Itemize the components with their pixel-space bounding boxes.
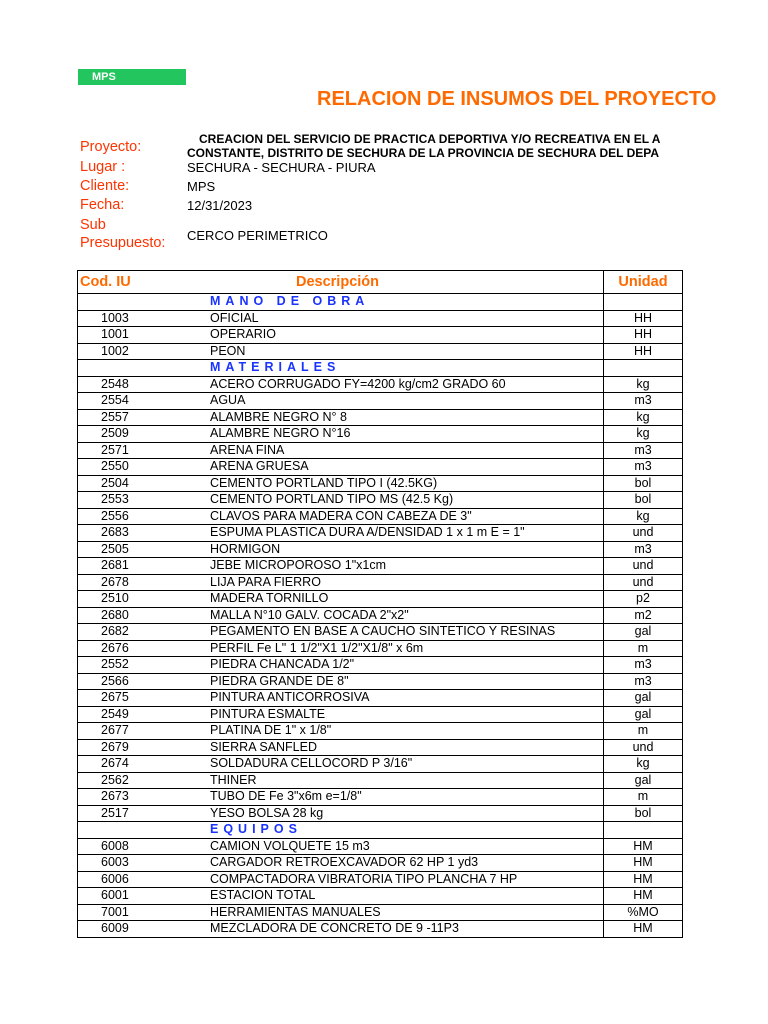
table-row bbox=[78, 838, 683, 855]
item-code: 2677 bbox=[78, 723, 189, 740]
table-row bbox=[78, 343, 683, 360]
item-description: YESO BOLSA 28 kg bbox=[188, 805, 604, 822]
item-description: SOLDADURA CELLOCORD P 3/16" bbox=[188, 756, 604, 773]
table-row bbox=[78, 789, 683, 806]
item-description: HERRAMIENTAS MANUALES bbox=[188, 904, 604, 921]
table-row bbox=[78, 475, 683, 492]
item-unit: p2 bbox=[604, 591, 683, 608]
item-description: MALLA N°10 GALV. COCADA 2"x2" bbox=[188, 607, 604, 624]
table-row bbox=[78, 574, 683, 591]
item-code: 2673 bbox=[78, 789, 189, 806]
presupuesto-label: Presupuesto: bbox=[80, 235, 166, 251]
item-description: CARGADOR RETROEXCAVADOR 62 HP 1 yd3 bbox=[188, 855, 604, 872]
item-unit: m bbox=[604, 640, 683, 657]
item-code: 2682 bbox=[78, 624, 189, 641]
item-description: TUBO DE Fe 3"x6m e=1/8" bbox=[188, 789, 604, 806]
item-description: PIEDRA GRANDE DE 8" bbox=[188, 673, 604, 690]
item-description: PLATINA DE 1" x 1/8" bbox=[188, 723, 604, 740]
item-description: ESPUMA PLASTICA DURA A/DENSIDAD 1 x 1 m E = 1" bbox=[188, 525, 604, 542]
item-code: 6006 bbox=[78, 871, 189, 888]
table-row bbox=[78, 871, 683, 888]
table-row bbox=[78, 904, 683, 921]
item-code: 1002 bbox=[78, 343, 189, 360]
item-unit: gal bbox=[604, 690, 683, 707]
item-code: 2554 bbox=[78, 393, 189, 410]
item-code: 1003 bbox=[78, 310, 189, 327]
item-unit: %MO bbox=[604, 904, 683, 921]
item-code: 2552 bbox=[78, 657, 189, 674]
table-row bbox=[78, 558, 683, 575]
table-row bbox=[78, 756, 683, 773]
item-code: 2510 bbox=[78, 591, 189, 608]
fecha-value: 12/31/2023 bbox=[187, 198, 253, 213]
table-row bbox=[78, 624, 683, 641]
item-unit: bol bbox=[604, 475, 683, 492]
item-code: 2674 bbox=[78, 756, 189, 773]
item-description: PINTURA ANTICORROSIVA bbox=[188, 690, 604, 707]
item-code: 2557 bbox=[78, 409, 189, 426]
proyecto-line-2: CONSTANTE, DISTRITO DE SECHURA DE LA PROVINCIA DE SECHURA DEL DEPA bbox=[187, 146, 660, 160]
sub-value: CERCO PERIMETRICO bbox=[187, 228, 328, 243]
item-unit: m3 bbox=[604, 673, 683, 690]
table-row bbox=[78, 772, 683, 789]
item-code: 2509 bbox=[78, 426, 189, 443]
item-code: 6003 bbox=[78, 855, 189, 872]
table-row bbox=[78, 459, 683, 476]
table-row bbox=[78, 508, 683, 525]
item-unit: HM bbox=[604, 871, 683, 888]
header-unit: Unidad bbox=[604, 271, 683, 294]
item-unit: HM bbox=[604, 855, 683, 872]
item-description: ACERO CORRUGADO FY=4200 kg/cm2 GRADO 60 bbox=[188, 376, 604, 393]
item-description: ESTACION TOTAL bbox=[188, 888, 604, 905]
item-code: 6001 bbox=[78, 888, 189, 905]
table-row bbox=[78, 393, 683, 410]
item-code: 2683 bbox=[78, 525, 189, 542]
item-code: 1001 bbox=[78, 327, 189, 344]
item-unit: m3 bbox=[604, 442, 683, 459]
table-row bbox=[78, 657, 683, 674]
table-row bbox=[78, 690, 683, 707]
item-description: CEMENTO PORTLAND TIPO MS (42.5 Kg) bbox=[188, 492, 604, 509]
item-description: OPERARIO bbox=[188, 327, 604, 344]
section-row bbox=[78, 294, 683, 311]
item-unit: m3 bbox=[604, 393, 683, 410]
table-row bbox=[78, 739, 683, 756]
item-description: ARENA FINA bbox=[188, 442, 604, 459]
item-code: 2517 bbox=[78, 805, 189, 822]
item-description: JEBE MICROPOROSO 1"x1cm bbox=[188, 558, 604, 575]
item-description: PEON bbox=[188, 343, 604, 360]
table-header-row bbox=[78, 271, 683, 294]
sub-label: Sub bbox=[80, 217, 106, 233]
table-row bbox=[78, 888, 683, 905]
section-code-cell bbox=[78, 360, 189, 377]
item-unit: gal bbox=[604, 706, 683, 723]
section-code-cell bbox=[78, 294, 189, 311]
item-description: CLAVOS PARA MADERA CON CABEZA DE 3" bbox=[188, 508, 604, 525]
item-unit: HM bbox=[604, 838, 683, 855]
item-unit: m bbox=[604, 789, 683, 806]
table-row bbox=[78, 376, 683, 393]
item-code: 2556 bbox=[78, 508, 189, 525]
proyecto-value bbox=[187, 132, 685, 160]
item-description: COMPACTADORA VIBRATORIA TIPO PLANCHA 7 HP bbox=[188, 871, 604, 888]
table-row bbox=[78, 591, 683, 608]
item-description: CEMENTO PORTLAND TIPO I (42.5KG) bbox=[188, 475, 604, 492]
header-desc: Descripción bbox=[188, 271, 604, 294]
item-unit: HH bbox=[604, 343, 683, 360]
item-description: CAMION VOLQUETE 15 m3 bbox=[188, 838, 604, 855]
section-row bbox=[78, 360, 683, 377]
item-unit: m3 bbox=[604, 657, 683, 674]
item-code: 2566 bbox=[78, 673, 189, 690]
item-unit: und bbox=[604, 739, 683, 756]
item-unit: kg bbox=[604, 756, 683, 773]
table-row bbox=[78, 607, 683, 624]
proyecto-line-1: CREACION DEL SERVICIO DE PRACTICA DEPORTIVA Y/O RECREATIVA EN EL A bbox=[199, 132, 661, 146]
item-code: 2680 bbox=[78, 607, 189, 624]
item-description: PEGAMENTO EN BASE A CAUCHO SINTETICO Y RESINAS bbox=[188, 624, 604, 641]
cliente-label: Cliente: bbox=[80, 178, 130, 194]
item-code: 2553 bbox=[78, 492, 189, 509]
section-unit-cell bbox=[604, 822, 683, 839]
header-code: Cod. IU bbox=[78, 271, 189, 294]
item-code: 2675 bbox=[78, 690, 189, 707]
item-unit: und bbox=[604, 525, 683, 542]
item-unit: kg bbox=[604, 409, 683, 426]
item-unit: bol bbox=[604, 805, 683, 822]
item-unit: m3 bbox=[604, 541, 683, 558]
table-row bbox=[78, 525, 683, 542]
table-row bbox=[78, 310, 683, 327]
item-code: 2681 bbox=[78, 558, 189, 575]
item-unit: HH bbox=[604, 310, 683, 327]
section-unit-cell bbox=[604, 360, 683, 377]
item-code: 2679 bbox=[78, 739, 189, 756]
item-description: MADERA TORNILLO bbox=[188, 591, 604, 608]
item-description: THINER bbox=[188, 772, 604, 789]
mps-badge: MPS bbox=[78, 69, 186, 85]
section-code-cell bbox=[78, 822, 189, 839]
item-code: 2549 bbox=[78, 706, 189, 723]
item-code: 2678 bbox=[78, 574, 189, 591]
item-unit: bol bbox=[604, 492, 683, 509]
table-row bbox=[78, 327, 683, 344]
table-row bbox=[78, 409, 683, 426]
item-code: 2676 bbox=[78, 640, 189, 657]
table-row bbox=[78, 805, 683, 822]
item-unit: HM bbox=[604, 888, 683, 905]
table-row bbox=[78, 673, 683, 690]
item-code: 6009 bbox=[78, 921, 189, 938]
lugar-value: SECHURA - SECHURA - PIURA bbox=[187, 160, 376, 175]
fecha-label: Fecha: bbox=[80, 197, 125, 213]
item-unit: und bbox=[604, 558, 683, 575]
table-row bbox=[78, 492, 683, 509]
proyecto-label: Proyecto: bbox=[80, 139, 142, 155]
item-unit: kg bbox=[604, 426, 683, 443]
section-row bbox=[78, 822, 683, 839]
item-code: 2550 bbox=[78, 459, 189, 476]
section-title: EQUIPOS bbox=[188, 822, 604, 839]
page-title: RELACION DE INSUMOS DEL PROYECTO bbox=[317, 88, 717, 110]
table-row bbox=[78, 442, 683, 459]
item-description: MEZCLADORA DE CONCRETO DE 9 -11P3 bbox=[188, 921, 604, 938]
item-unit: kg bbox=[604, 508, 683, 525]
cliente-value: MPS bbox=[187, 179, 216, 194]
item-unit: gal bbox=[604, 624, 683, 641]
item-description: LIJA PARA FIERRO bbox=[188, 574, 604, 591]
section-title: MATERIALES bbox=[188, 360, 604, 377]
item-unit: m3 bbox=[604, 459, 683, 476]
item-description: ALAMBRE NEGRO N°16 bbox=[188, 426, 604, 443]
item-description: ARENA GRUESA bbox=[188, 459, 604, 476]
item-unit: HM bbox=[604, 921, 683, 938]
table-body bbox=[78, 294, 683, 938]
item-code: 2505 bbox=[78, 541, 189, 558]
item-description: AGUA bbox=[188, 393, 604, 410]
item-description: ALAMBRE NEGRO N° 8 bbox=[188, 409, 604, 426]
item-code: 2562 bbox=[78, 772, 189, 789]
item-description: PERFIL Fe L" 1 1/2"X1 1/2"X1/8" x 6m bbox=[188, 640, 604, 657]
section-title: MANO DE OBRA bbox=[188, 294, 604, 311]
item-unit: gal bbox=[604, 772, 683, 789]
item-description: PIEDRA CHANCADA 1/2" bbox=[188, 657, 604, 674]
item-unit: kg bbox=[604, 376, 683, 393]
item-description: OFICIAL bbox=[188, 310, 604, 327]
item-code: 7001 bbox=[78, 904, 189, 921]
lugar-label: Lugar : bbox=[80, 159, 126, 175]
section-unit-cell bbox=[604, 294, 683, 311]
table-row bbox=[78, 706, 683, 723]
item-code: 2504 bbox=[78, 475, 189, 492]
item-description: HORMIGON bbox=[188, 541, 604, 558]
item-description: PINTURA ESMALTE bbox=[188, 706, 604, 723]
item-unit: m bbox=[604, 723, 683, 740]
item-unit: und bbox=[604, 574, 683, 591]
item-unit: HH bbox=[604, 327, 683, 344]
table-row bbox=[78, 921, 683, 938]
table-row bbox=[78, 426, 683, 443]
item-description: SIERRA SANFLED bbox=[188, 739, 604, 756]
item-code: 2571 bbox=[78, 442, 189, 459]
table-row bbox=[78, 640, 683, 657]
item-unit: m2 bbox=[604, 607, 683, 624]
item-code: 2548 bbox=[78, 376, 189, 393]
item-code: 6008 bbox=[78, 838, 189, 855]
insumos-table bbox=[77, 270, 683, 938]
table-row bbox=[78, 855, 683, 872]
table-row bbox=[78, 541, 683, 558]
table-row bbox=[78, 723, 683, 740]
